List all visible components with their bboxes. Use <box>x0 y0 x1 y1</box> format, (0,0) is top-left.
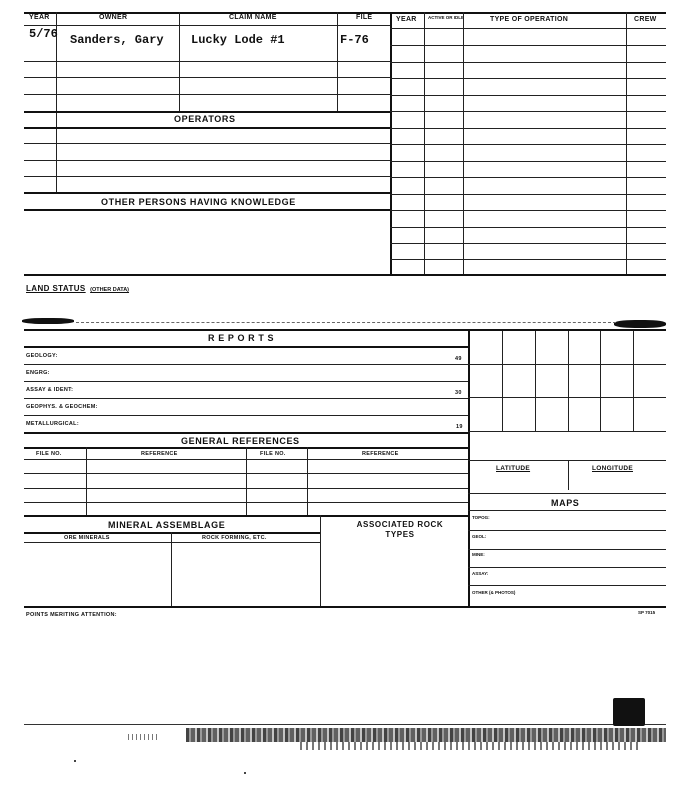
maps-title: MAPS <box>551 498 580 508</box>
mineral-assemblage-title: MINERAL ASSEMBLAGE <box>108 520 226 530</box>
maps-geol: GEOL: <box>472 534 487 539</box>
land-status-label: LAND STATUS <box>26 284 86 293</box>
claims-col-owner: OWNER <box>99 14 128 21</box>
longitude-label: LONGITUDE <box>592 465 633 472</box>
ore-minerals-label: ORE MINERALS <box>64 535 110 541</box>
claim-year: 5/76 <box>29 27 58 41</box>
land-status-sub: (OTHER DATA) <box>90 287 130 293</box>
claims-col-claim-name: CLAIM NAME <box>229 14 277 21</box>
claim-name: Lucky Lode #1 <box>191 33 285 47</box>
claims-col-year: YEAR <box>29 14 50 21</box>
ops-col-active-idle: ACTIVE OR IDLE <box>428 15 465 20</box>
other-persons-title: OTHER PERSONS HAVING KNOWLEDGE <box>101 197 296 207</box>
report-assay: ASSAY & IDENT: <box>26 387 74 393</box>
land-status <box>26 278 129 296</box>
maps-assay: ASSAY: <box>472 571 489 576</box>
claims-col-file: FILE <box>356 14 373 21</box>
scan-smudge-left <box>22 318 74 324</box>
general-references-title: GENERAL REFERENCES <box>181 436 300 446</box>
ops-col-crew: CREW <box>634 16 657 23</box>
scan-smudge-right <box>614 320 666 328</box>
report-geology: GEOLOGY: <box>26 353 58 359</box>
latitude-label: LATITUDE <box>496 465 531 472</box>
reports-title: R E P O R T S <box>208 333 275 343</box>
points-meriting-attention: POINTS MERITING ATTENTION: <box>26 612 117 618</box>
report-metallurgical-no: 19 <box>456 424 463 430</box>
ops-col-year: YEAR <box>396 16 417 23</box>
ref-col-file-no-2: FILE NO. <box>260 451 286 457</box>
report-metallurgical: METALLURGICAL: <box>26 421 79 427</box>
ref-col-reference-2: REFERENCE <box>362 451 399 457</box>
operators-title: OPERATORS <box>174 114 236 124</box>
maps-other-photos: OTHER (& PHOTOS) <box>472 590 516 595</box>
associated-rock-types-label: ASSOCIATED ROCK TYPES <box>356 520 444 539</box>
report-geology-no: 49 <box>455 356 462 362</box>
ref-col-file-no-1: FILE NO. <box>36 451 62 457</box>
claim-file: F-76 <box>340 33 369 47</box>
maps-mine: MINE: <box>472 552 485 557</box>
report-engrg: ENGRG: <box>26 370 50 376</box>
report-assay-no: 30 <box>455 390 462 396</box>
report-geophys: GEOPHYS. & GEOCHEM: <box>26 404 98 410</box>
scan-blot-corner <box>613 698 645 726</box>
form-number: SP 7015 <box>638 610 656 615</box>
maps-topog: TOPOG: <box>472 515 490 520</box>
rock-forming-label: ROCK FORMING, ETC. <box>202 535 267 541</box>
claim-owner: Sanders, Gary <box>70 33 164 47</box>
ref-col-reference-1: REFERENCE <box>141 451 178 457</box>
ops-col-type: TYPE OF OPERATION <box>490 16 569 23</box>
